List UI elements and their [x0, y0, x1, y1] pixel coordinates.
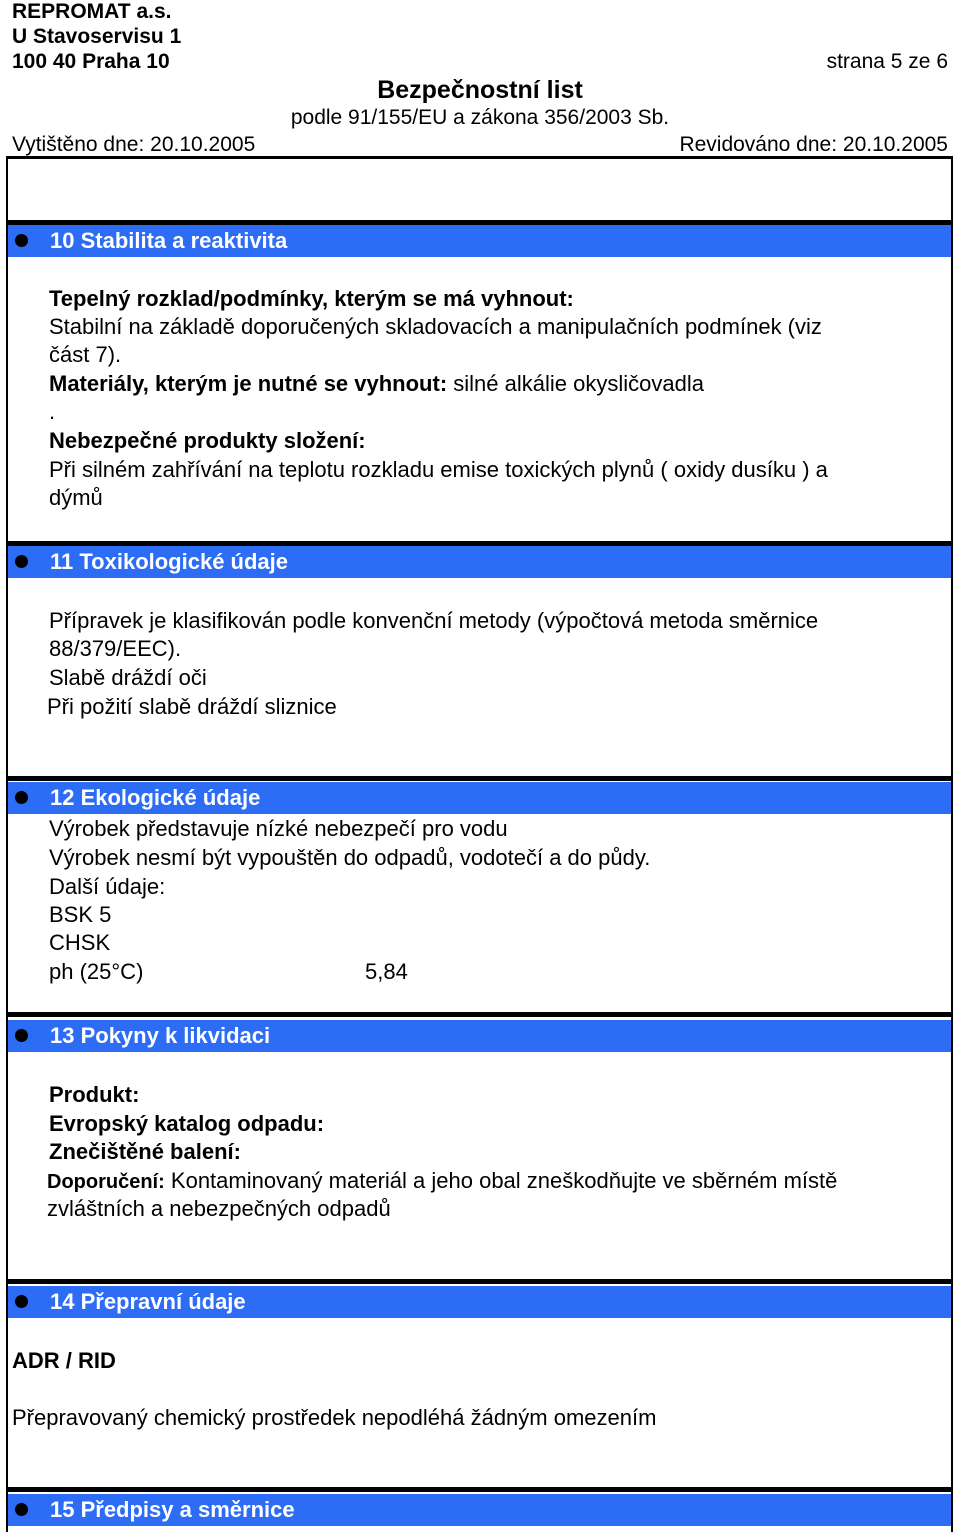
- section-13-title: 13 Pokyny k likvidaci: [50, 1023, 271, 1048]
- s10-dot: .: [49, 399, 56, 424]
- s10-materials-line: [49, 370, 704, 398]
- section-11-title: 11 Toxikologické údaje: [50, 549, 289, 574]
- revised-date: Revidováno dne: 20.10.2005: [679, 133, 948, 156]
- bullet-icon: [15, 1295, 28, 1308]
- s13-text-recommendation-a: Kontaminovaný materiál a jeho obal zneškodňujte ve sběrném místě: [170, 1168, 838, 1193]
- section-15-title: 15 Předpisy a směrnice: [50, 1497, 295, 1522]
- document-title: Bezpečnostní list: [377, 76, 583, 104]
- section-11-header: [8, 546, 951, 578]
- s10-text-materials: silné alkálie okysličovadla: [453, 371, 704, 396]
- s12-text-bsk: BSK 5: [49, 902, 112, 927]
- s12-text-water: Výrobek představuje nízké nebezpečí pro vodu: [49, 816, 508, 841]
- s11-text-ingestion: Při požití slabě dráždí sliznice: [47, 694, 337, 719]
- section-12-header: [8, 782, 951, 814]
- s13-heading-packaging: Znečištěné balení:: [49, 1139, 241, 1164]
- s10-text-stable-a: Stabilní na základě doporučených skladovacích a manipulačních podmínek (viz: [49, 314, 822, 339]
- s12-ph-value: 5,84: [365, 959, 408, 984]
- s13-recommendation-line: [47, 1167, 837, 1196]
- s11-text-classification-b: 88/379/EEC).: [49, 636, 182, 661]
- company-street: U Stavoservisu 1: [12, 25, 182, 48]
- top-frame: [6, 156, 953, 222]
- bullet-icon: [15, 1029, 28, 1042]
- bullet-icon: [15, 791, 28, 804]
- company-city: 100 40 Praha 10: [12, 50, 170, 73]
- s12-text-chsk: CHSK: [49, 930, 111, 955]
- s10-text-hazardous-a: Při silném zahřívání na teplotu rozkladu emise toxických plynů ( oxidy dusíku ) a: [49, 457, 828, 482]
- s10-text-stable-b: část 7).: [49, 342, 122, 367]
- s13-heading-recommendation: Doporučení:: [47, 1171, 165, 1193]
- s14-heading-adr: ADR / RID: [12, 1348, 116, 1373]
- company-name: REPROMAT a.s.: [12, 0, 172, 23]
- s12-text-other: Další údaje:: [49, 874, 166, 899]
- s10-heading-hazardous: Nebezpečné produkty složení:: [49, 428, 366, 453]
- s12-text-discharge: Výrobek nesmí být vypouštěn do odpadů, vodotečí a do půdy.: [49, 845, 651, 870]
- document-subtitle: podle 91/155/EU a zákona 356/2003 Sb.: [290, 106, 670, 129]
- page-number: strana 5 ze 6: [826, 50, 948, 73]
- s11-text-classification-a: Přípravek je klasifikován podle konvenční metody (výpočtová metoda směrnice: [49, 608, 819, 633]
- section-10-header: [8, 225, 951, 257]
- bullet-icon: [15, 1503, 28, 1516]
- bullet-icon: [15, 555, 28, 568]
- s12-ph-label: ph (25°C): [49, 959, 144, 984]
- printed-date: Vytištěno dne: 20.10.2005: [12, 133, 256, 156]
- s13-text-recommendation-b: zvláštních a nebezpečných odpadů: [47, 1196, 391, 1221]
- s11-text-eyes: Slabě dráždí oči: [49, 665, 207, 690]
- s10-heading-materials: Materiály, kterým je nutné se vyhnout:: [49, 371, 448, 396]
- s10-heading-thermal: Tepelný rozklad/podmínky, kterým se má vyhnout:: [49, 286, 574, 311]
- section-13-header: [8, 1020, 951, 1052]
- s13-heading-catalog: Evropský katalog odpadu:: [49, 1111, 325, 1136]
- bullet-icon: [15, 234, 28, 247]
- section-10-title: 10 Stabilita a reaktivita: [50, 228, 288, 253]
- s14-text-transport: Přepravovaný chemický prostředek nepodléhá žádným omezením: [12, 1405, 657, 1430]
- section-14-title: 14 Přepravní údaje: [50, 1289, 246, 1314]
- section-12-title: 12 Ekologické údaje: [50, 785, 261, 810]
- section-14-header: [8, 1286, 951, 1318]
- s10-text-hazardous-b: dýmů: [49, 485, 103, 510]
- section-15-header: [8, 1494, 951, 1526]
- s13-heading-product: Produkt:: [49, 1082, 140, 1107]
